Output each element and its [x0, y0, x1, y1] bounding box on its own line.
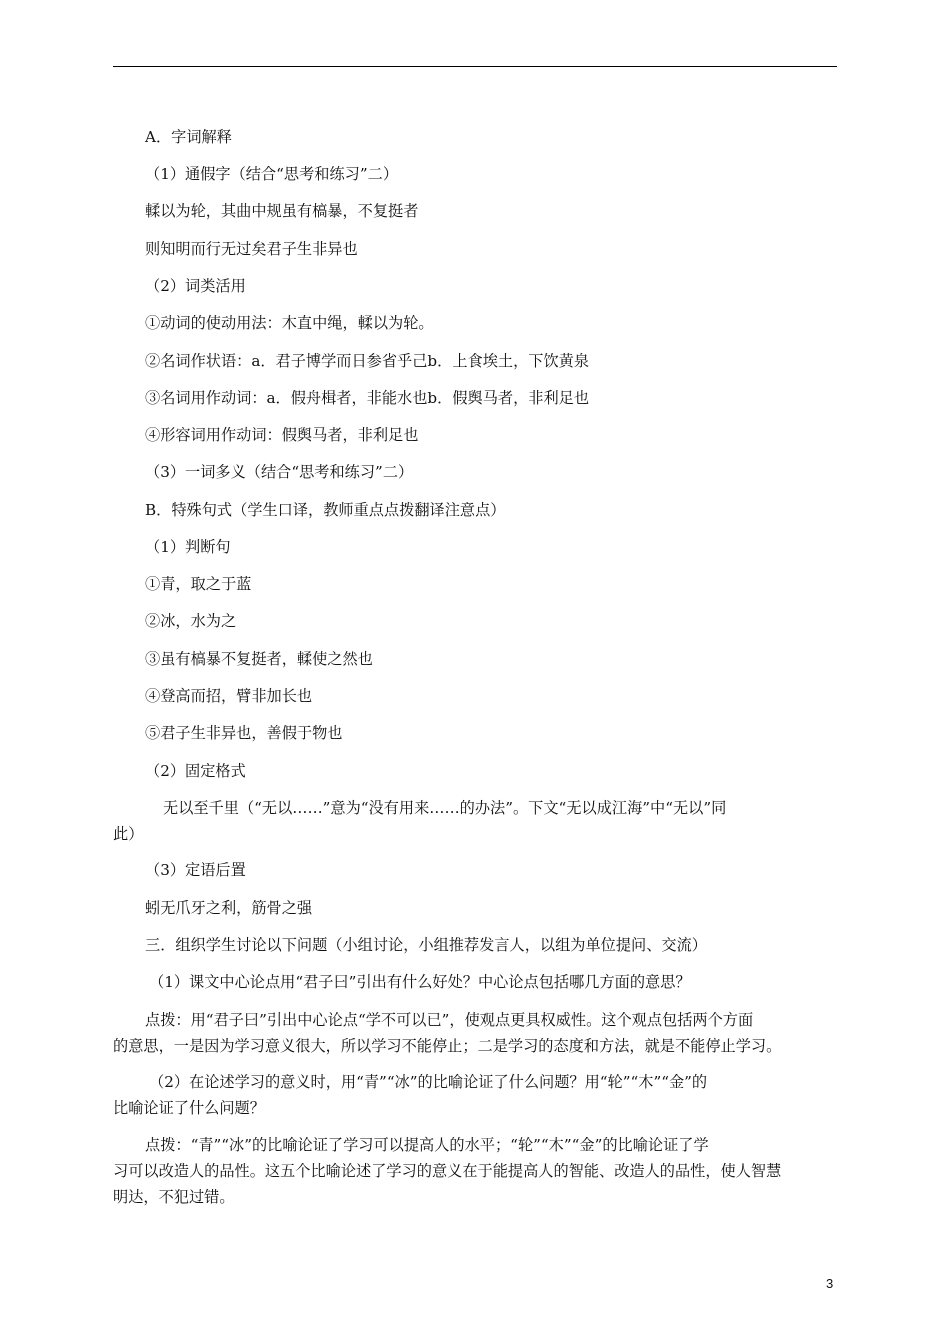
section-a-heading: A．字词解释 [145, 128, 232, 146]
paragraph-line: 点拨：用“君子曰”引出中心论点“学不可以已”，使观点更具权威性。这个观点包括两个方面 [145, 1011, 754, 1029]
header-rule [113, 66, 837, 67]
subsection-heading: （2）固定格式 [145, 762, 246, 780]
section-three-heading: 三．组织学生讨论以下问题（小组讨论，小组推荐发言人，以组为单位提问、交流） [145, 936, 707, 954]
question-2-paragraph [113, 1069, 837, 1121]
list-item: ①青，取之于蓝 [145, 575, 252, 593]
subsection-heading: （3）一词多义（结合“思考和练习”二） [145, 463, 414, 481]
paragraph-line: 的意思，一是因为学习意义很大，所以学习不能停止；二是学习的态度和方法，就是不能停止学习。 [113, 1037, 782, 1055]
paragraph-line: 无以至千里（“无以……”意为“没有用来……的办法”。下文“无以成江海”中“无以”同 [163, 799, 727, 817]
list-item: ②名词作状语：a．君子博学而日参省乎己b．上食埃土，下饮黄泉 [145, 352, 590, 370]
paragraph-line: （2）在论述学习的意义时，用“青”“冰”的比喻论证了什么问题？用“轮”“木”“金”的 [149, 1073, 708, 1091]
list-item: ④形容词用作动词：假舆马者，非利足也 [145, 426, 419, 444]
list-item: ④登高而招，臂非加长也 [145, 687, 313, 705]
subsection-heading: （1）判断句 [145, 538, 231, 556]
paragraph-line: 习可以改造人的品性。这五个比喻论述了学习的意义在于能提高人的智能、改造人的品性，使人智慧 [113, 1162, 782, 1180]
list-item: ①动词的使动用法：木直中绳，輮以为轮。 [145, 314, 434, 332]
list-item: ③虽有槁暴不复挺者，輮使之然也 [145, 650, 373, 668]
list-item: ⑤君子生非异也，善假于物也 [145, 724, 343, 742]
hint-2-paragraph [113, 1132, 837, 1210]
subsection-heading: （3）定语后置 [145, 861, 246, 879]
paragraph-line: 明达，不犯过错。 [113, 1188, 235, 1206]
example-line: 则知明而行无过矣君子生非异也 [145, 240, 358, 258]
paragraph-line: 比喻论证了什么问题？ [113, 1099, 265, 1117]
paragraph-line: 此） [113, 825, 144, 843]
example-line: 輮以为轮，其曲中规虽有槁暴，不复挺者 [145, 202, 419, 220]
example-line: 蚓无爪牙之利，筋骨之强 [145, 899, 313, 917]
paragraph-line: 点拨：“青”“冰”的比喻论证了学习可以提高人的水平；“轮”“木”“金”的比喻论证了学 [145, 1136, 709, 1154]
section-b-heading: B．特殊句式（学生口译，教师重点点拨翻译注意点） [145, 501, 506, 519]
question-1: （1）课文中心论点用“君子曰”引出有什么好处？中心论点包括哪几方面的意思？ [149, 973, 691, 991]
subsection-heading: （2）词类活用 [145, 277, 246, 295]
list-item: ③名词用作动词：a．假舟楫者，非能水也b．假舆马者，非利足也 [145, 389, 590, 407]
list-item: ②冰，水为之 [145, 612, 237, 630]
subsection-heading: （1）通假字（结合“思考和练习”二） [145, 165, 399, 183]
hint-1-paragraph [113, 1007, 837, 1059]
page-number: 3 [826, 1276, 834, 1291]
paragraph-fixed-format [113, 795, 837, 847]
